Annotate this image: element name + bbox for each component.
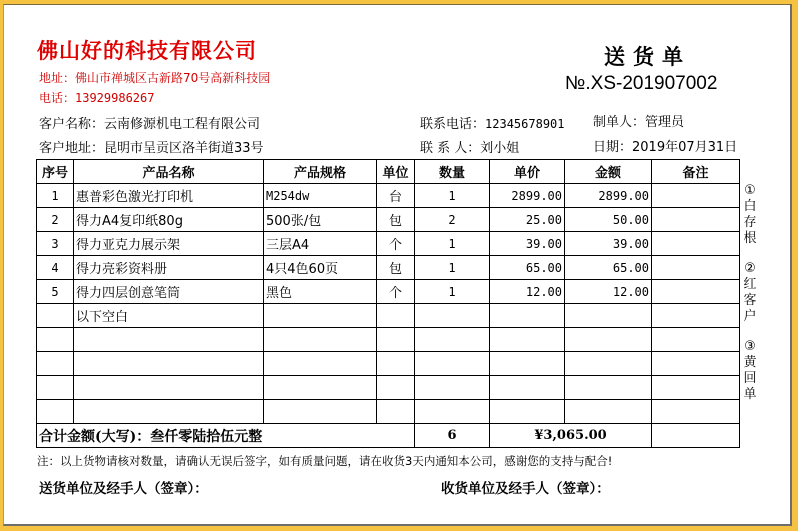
cell-spec: 500张/包 bbox=[264, 208, 377, 232]
table-row bbox=[37, 184, 740, 208]
contact-phone-value: 12345678901 bbox=[485, 117, 565, 131]
cell-no: 5 bbox=[37, 280, 74, 304]
cell-amount: 39.00 bbox=[565, 232, 652, 256]
header-product-name: 产品名称 bbox=[74, 160, 264, 184]
date-value: 2019年07月31日 bbox=[632, 140, 738, 155]
contact-person-field bbox=[420, 137, 519, 156]
cell-quantity: 1 bbox=[415, 184, 490, 208]
total-amount-in-words: 合计金额(大写)：叁仟零陆拾伍元整 bbox=[37, 424, 415, 448]
table-header-row bbox=[37, 160, 740, 184]
cell-amount: 2899.00 bbox=[565, 184, 652, 208]
table-row-empty bbox=[37, 352, 740, 376]
cell-remark bbox=[652, 256, 740, 280]
customer-address-value: 昆明市呈贡区洛羊街道33号 bbox=[104, 141, 264, 156]
header-no: 序号 bbox=[37, 160, 74, 184]
creator-field bbox=[593, 111, 684, 130]
cell-unit: 包 bbox=[377, 256, 415, 280]
copy-yellow-receipt: ③ 黄 回 单 bbox=[743, 339, 757, 402]
header-amount: 金额 bbox=[565, 160, 652, 184]
cell-remark bbox=[652, 184, 740, 208]
table-row-empty bbox=[37, 400, 740, 424]
cell-amount bbox=[565, 304, 652, 328]
table-row bbox=[37, 280, 740, 304]
cell-unit: 个 bbox=[377, 232, 415, 256]
cell-quantity: 2 bbox=[415, 208, 490, 232]
cell-unit-price bbox=[490, 304, 565, 328]
header-quantity: 数量 bbox=[415, 160, 490, 184]
cell-spec: M254dw bbox=[264, 184, 377, 208]
copy-distribution-labels bbox=[742, 183, 758, 417]
customer-address-label: 客户地址： bbox=[39, 141, 105, 156]
creator-label: 制单人： bbox=[593, 115, 646, 130]
contact-phone-field bbox=[420, 113, 565, 132]
cell-product-name: 得力亚克力展示架 bbox=[74, 232, 264, 256]
copy-red-customer: ② 红 客 户 bbox=[743, 261, 757, 324]
cell-remark bbox=[652, 304, 740, 328]
cell-no: 4 bbox=[37, 256, 74, 280]
cell-spec: 三层A4 bbox=[264, 232, 377, 256]
company-name: 佛山好的科技有限公司 bbox=[37, 38, 257, 63]
cell-remark bbox=[652, 232, 740, 256]
items-table bbox=[36, 159, 740, 448]
cell-unit-price: 65.00 bbox=[490, 256, 565, 280]
sender-signature-label: 送货单位及经手人（签章）： bbox=[39, 481, 208, 497]
cell-spec: 4只4色60页 bbox=[264, 256, 377, 280]
table-row bbox=[37, 256, 740, 280]
cell-no bbox=[37, 304, 74, 328]
delivery-note-page bbox=[3, 4, 792, 526]
total-quantity: 6 bbox=[415, 424, 490, 448]
cell-product-name: 得力亮彩资料册 bbox=[74, 256, 264, 280]
contact-person-label: 联 系 人： bbox=[420, 141, 481, 156]
receiver-signature-label: 收货单位及经手人（签章）： bbox=[441, 481, 610, 497]
cell-unit-price: 25.00 bbox=[490, 208, 565, 232]
cell-unit: 包 bbox=[377, 208, 415, 232]
date-field bbox=[593, 136, 737, 155]
customer-name-value: 云南修源机电工程有限公司 bbox=[104, 117, 261, 132]
document-number: №.XS-201907002 bbox=[565, 73, 718, 94]
cell-no: 2 bbox=[37, 208, 74, 232]
contact-phone-label: 联系电话： bbox=[420, 117, 486, 132]
cell-unit-price: 12.00 bbox=[490, 280, 565, 304]
footer-note: 注：以上货物请核对数量，请确认无误后签字，如有质量问题，请在收货3天内通知本公司，感谢您的支持与配合! bbox=[37, 454, 613, 468]
cell-unit-price: 2899.00 bbox=[490, 184, 565, 208]
cell-product-name: 以下空白 bbox=[74, 304, 264, 328]
cell-unit: 个 bbox=[377, 280, 415, 304]
customer-name-label: 客户名称： bbox=[39, 117, 105, 132]
cell-amount: 50.00 bbox=[565, 208, 652, 232]
cell-quantity: 1 bbox=[415, 280, 490, 304]
document-title: 送货单 bbox=[604, 44, 691, 69]
company-phone: 电话：13929986267 bbox=[39, 91, 155, 105]
table-total-row bbox=[37, 424, 740, 448]
table-row-empty bbox=[37, 328, 740, 352]
cell-quantity bbox=[415, 304, 490, 328]
cell-remark bbox=[652, 280, 740, 304]
total-amount: ¥3,065.00 bbox=[490, 424, 652, 448]
table-row bbox=[37, 232, 740, 256]
creator-value: 管理员 bbox=[645, 115, 685, 130]
cell-product-name: 惠普彩色激光打印机 bbox=[74, 184, 264, 208]
header-unit-price: 单价 bbox=[490, 160, 565, 184]
cell-unit bbox=[377, 304, 415, 328]
cell-unit-price: 39.00 bbox=[490, 232, 565, 256]
cell-quantity: 1 bbox=[415, 232, 490, 256]
cell-product-name: 得力四层创意笔筒 bbox=[74, 280, 264, 304]
date-label: 日期： bbox=[593, 140, 633, 155]
header-unit: 单位 bbox=[377, 160, 415, 184]
cell-product-name: 得力A4复印纸80g bbox=[74, 208, 264, 232]
copy-white-stub: ① 白 存 根 bbox=[743, 183, 757, 246]
table-row bbox=[37, 208, 740, 232]
table-row-empty bbox=[37, 376, 740, 400]
cell-amount: 65.00 bbox=[565, 256, 652, 280]
total-remark bbox=[652, 424, 740, 448]
customer-address-field bbox=[39, 137, 264, 156]
table-row-blank-marker bbox=[37, 304, 740, 328]
cell-unit: 台 bbox=[377, 184, 415, 208]
cell-remark bbox=[652, 208, 740, 232]
cell-no: 1 bbox=[37, 184, 74, 208]
cell-spec: 黑色 bbox=[264, 280, 377, 304]
contact-person-value: 刘小姐 bbox=[480, 141, 520, 156]
header-spec: 产品规格 bbox=[264, 160, 377, 184]
customer-name-field bbox=[39, 113, 260, 132]
cell-quantity: 1 bbox=[415, 256, 490, 280]
header-remark: 备注 bbox=[652, 160, 740, 184]
cell-amount: 12.00 bbox=[565, 280, 652, 304]
cell-spec bbox=[264, 304, 377, 328]
cell-no: 3 bbox=[37, 232, 74, 256]
company-address: 地址：佛山市禅城区古新路70号高新科技园 bbox=[39, 71, 271, 85]
